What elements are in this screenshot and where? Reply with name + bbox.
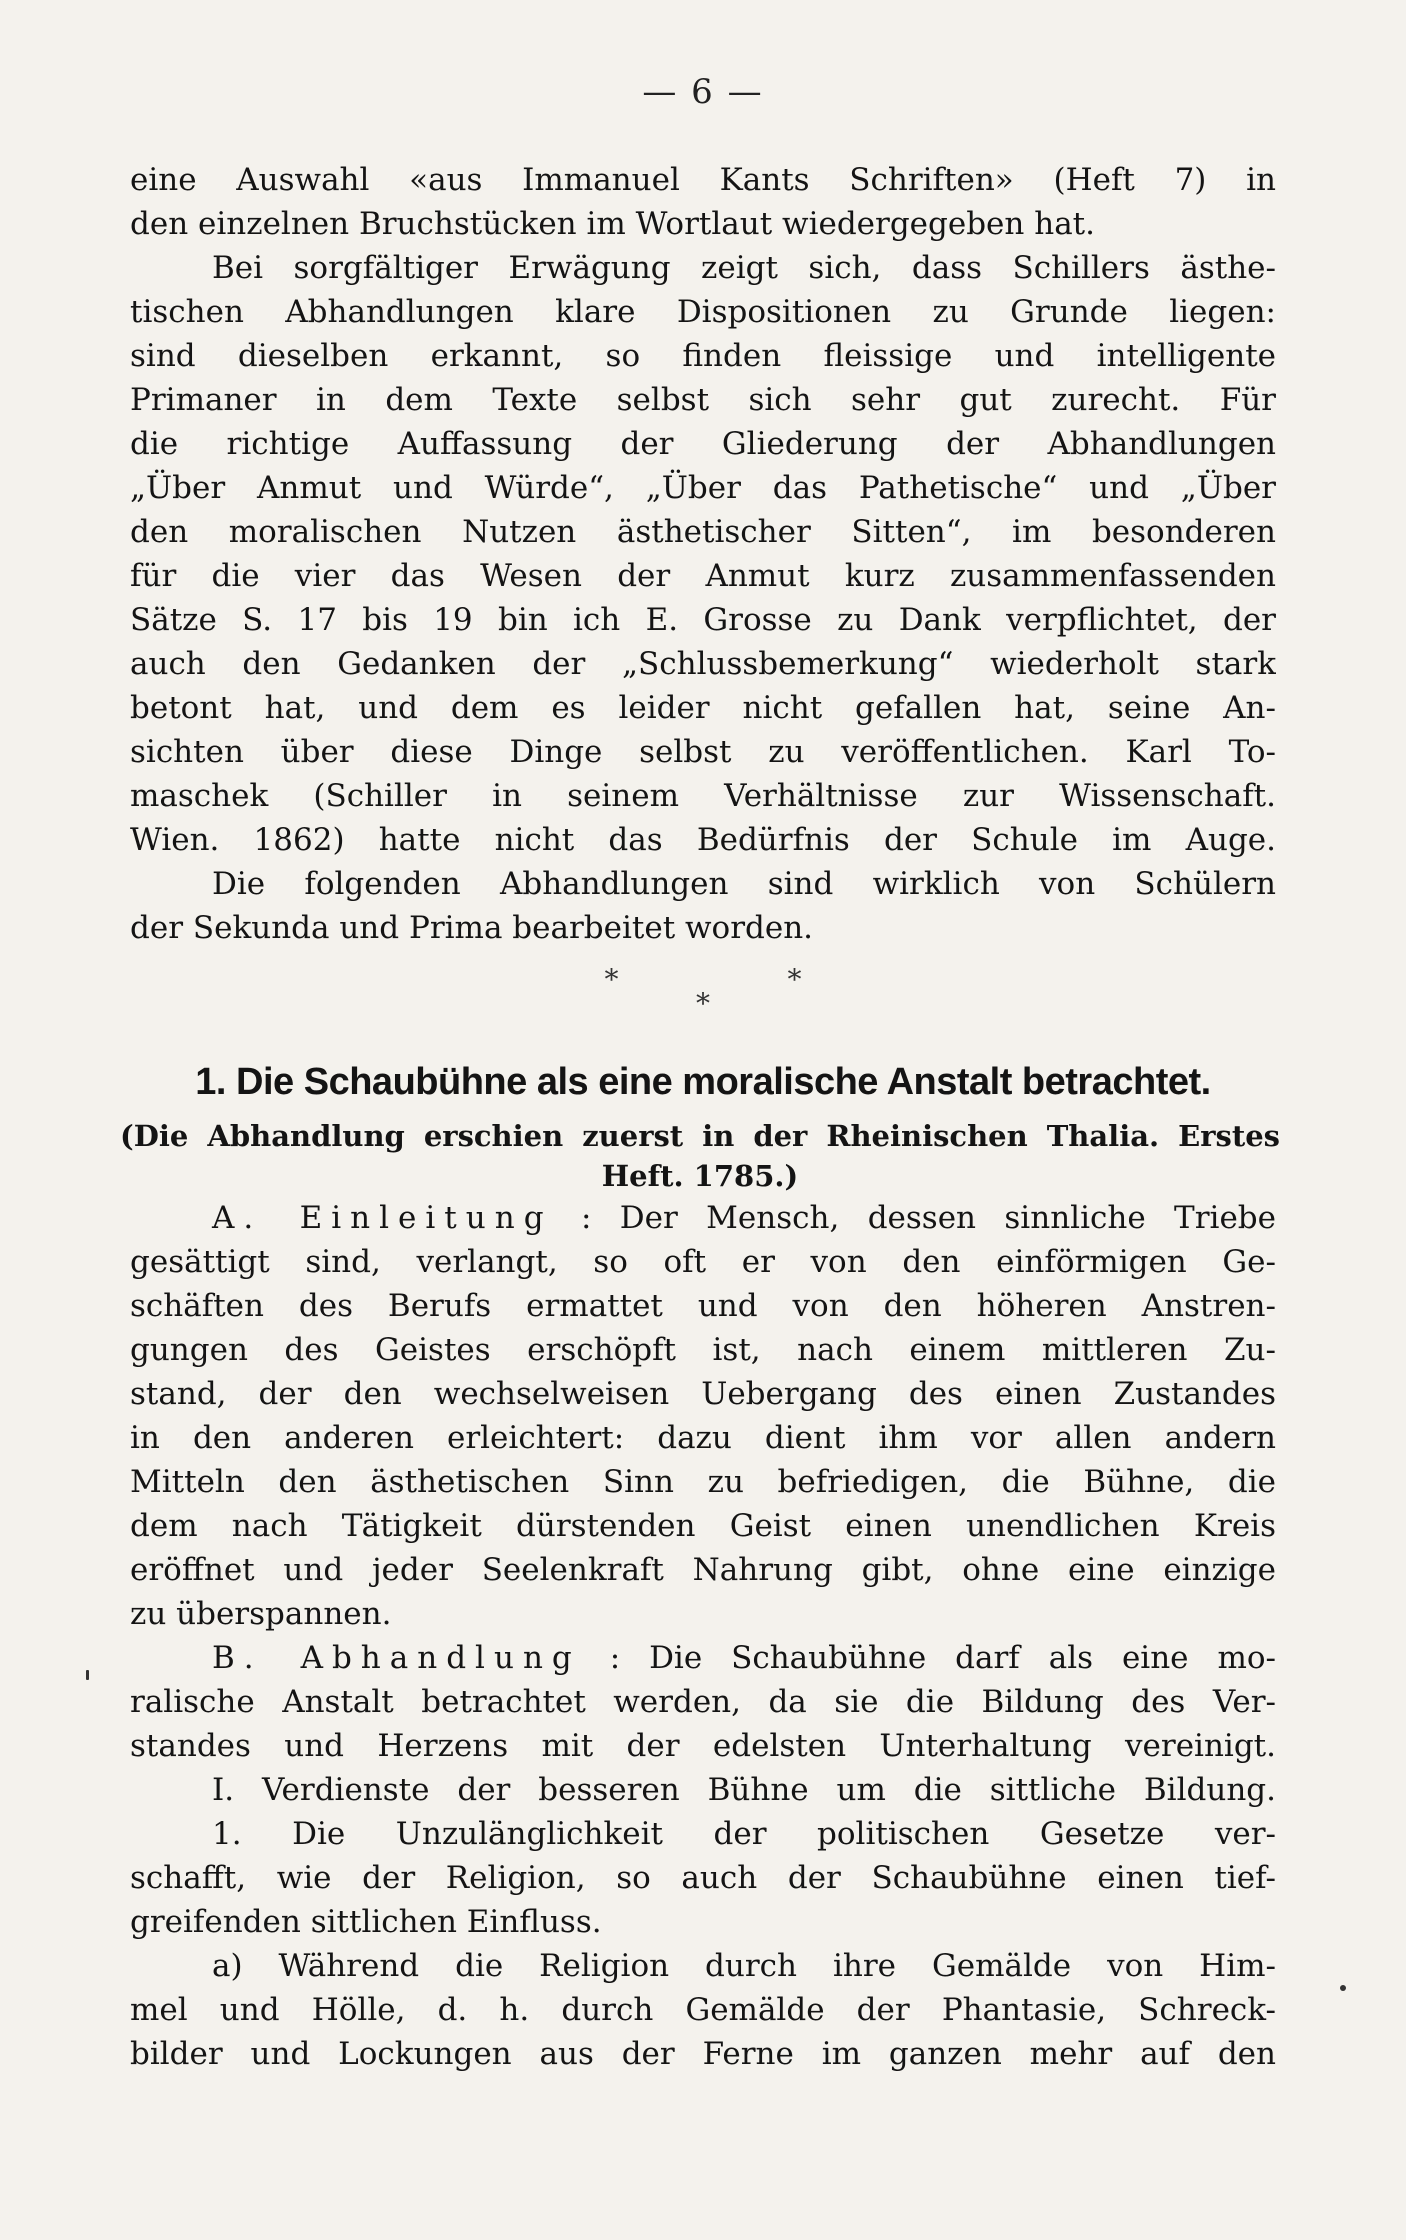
text-line: der Sekunda und Prima bearbeitet worden. bbox=[130, 910, 814, 946]
abhandlung-label: B. Abhandlung bbox=[212, 1640, 581, 1676]
text-line: schafft, wie der Religion, so auch der Schaubühne einen tief- bbox=[130, 1860, 1276, 1896]
source-note-line: Heft. 1785.) bbox=[601, 1159, 799, 1193]
abhandlung-first-line bbox=[130, 1636, 1276, 1680]
text-line: schäften des Berufs ermattet und von den höheren Anstren- bbox=[130, 1288, 1276, 1324]
text-line: tischen Abhandlungen klare Dispositionen zu Grunde liegen: bbox=[130, 294, 1276, 330]
text-line: zu überspannen. bbox=[130, 1596, 392, 1632]
text-line: in den anderen erleichtert: dazu dient ihm vor allen andern bbox=[130, 1420, 1276, 1456]
source-note-line: (Die Abhandlung erschien zuerst in der Rheinischen Thalia. Erstes bbox=[120, 1119, 1280, 1153]
text-line: Primaner in dem Texte selbst sich sehr gut zurecht. Für bbox=[130, 382, 1276, 418]
text-line: den einzelnen Bruchstücken im Wortlaut wiedergegeben hat. bbox=[130, 206, 1095, 242]
text-line: Wien. 1862) hatte nicht das Bedürfnis der Schule im Auge. bbox=[130, 822, 1276, 858]
intro-paragraphs bbox=[130, 158, 1276, 950]
body-paragraphs bbox=[130, 1196, 1276, 2076]
paper-speck bbox=[1340, 1985, 1346, 1991]
text-line: eröffnet und jeder Seelenkraft Nahrung gibt, ohne eine einzige bbox=[130, 1552, 1276, 1588]
text-line: sichten über diese Dinge selbst zu veröffentlichen. Karl To- bbox=[130, 734, 1276, 770]
text-line: a) Während die Religion durch ihre Gemälde von Him- bbox=[212, 1948, 1276, 1984]
einleitung-first-text: : Der Mensch, dessen sinnliche Triebe bbox=[580, 1200, 1276, 1236]
text-line: ralische Anstalt betrachtet werden, da sie die Bildung des Ver- bbox=[130, 1684, 1276, 1720]
text-line: standes und Herzens mit der edelsten Unterhaltung vereinigt. bbox=[130, 1728, 1276, 1764]
abhandlung-first-text: : Die Schaubühne darf als eine mo- bbox=[609, 1640, 1276, 1676]
section-source-note bbox=[120, 1116, 1280, 1196]
text-line: dem nach Tätigkeit dürstenden Geist einen unendlichen Kreis bbox=[130, 1508, 1276, 1544]
page-number: — 6 — bbox=[642, 72, 764, 112]
text-line: 1. Die Unzulänglichkeit der politischen Gesetze ver- bbox=[212, 1816, 1276, 1852]
section-title: 1. Die Schaubühne als eine moralische Anstalt betrachtet. bbox=[195, 1061, 1211, 1103]
text-line: „Über Anmut und Würde“, „Über das Pathetische“ und „Über bbox=[130, 470, 1276, 506]
text-line: Mitteln den ästhetischen Sinn zu befriedigen, die Bühne, die bbox=[130, 1464, 1276, 1500]
text-line: gesättigt sind, verlangt, so oft er von den einförmigen Ge- bbox=[130, 1244, 1276, 1280]
separator-bottom-star: * bbox=[696, 987, 710, 1020]
text-line: maschek (Schiller in seinem Verhältnisse zur Wissenschaft. bbox=[130, 778, 1276, 814]
einleitung-first-line bbox=[130, 1196, 1276, 1240]
text-line: Die folgenden Abhandlungen sind wirklich von Schülern bbox=[212, 866, 1276, 902]
text-line: Sätze S. 17 bis 19 bin ich E. Grosse zu Dank verpflichtet, der bbox=[130, 602, 1276, 638]
text-line: greifenden sittlichen Einfluss. bbox=[130, 1904, 602, 1940]
text-line: stand, der den wechselweisen Uebergang des einen Zustandes bbox=[130, 1376, 1276, 1412]
text-line: auch den Gedanken der „Schlussbemerkung“ wiederholt stark bbox=[130, 646, 1276, 682]
point-I: I. Verdienste der besseren Bühne um die sittliche Bildung. bbox=[212, 1772, 1276, 1808]
einleitung-label: A. Einleitung bbox=[212, 1200, 553, 1236]
separator-top-stars: * * bbox=[604, 963, 882, 996]
text-line: die richtige Auffassung der Gliederung der Abhandlungen bbox=[130, 426, 1276, 462]
text-line: mel und Hölle, d. h. durch Gemälde der Phantasie, Schreck- bbox=[130, 1992, 1276, 2028]
text-line: für die vier das Wesen der Anmut kurz zusammenfassenden bbox=[130, 558, 1276, 594]
text-line: eine Auswahl «aus Immanuel Kants Schriften» (Heft 7) in bbox=[130, 162, 1276, 198]
text-line: bilder und Lockungen aus der Ferne im ganzen mehr auf den bbox=[130, 2036, 1276, 2072]
text-line: sind dieselben erkannt, so finden fleissige und intelligente bbox=[130, 338, 1276, 374]
text-line: gungen des Geistes erschöpft ist, nach einem mittleren Zu- bbox=[130, 1332, 1276, 1368]
paper-speck bbox=[86, 1670, 89, 1680]
section-separator bbox=[0, 963, 1406, 1028]
text-line: den moralischen Nutzen ästhetischer Sitten“, im besonderen bbox=[130, 514, 1276, 550]
text-line: betont hat, und dem es leider nicht gefallen hat, seine An- bbox=[130, 690, 1276, 726]
text-line: Bei sorgfältiger Erwägung zeigt sich, dass Schillers ästhe- bbox=[212, 250, 1276, 286]
